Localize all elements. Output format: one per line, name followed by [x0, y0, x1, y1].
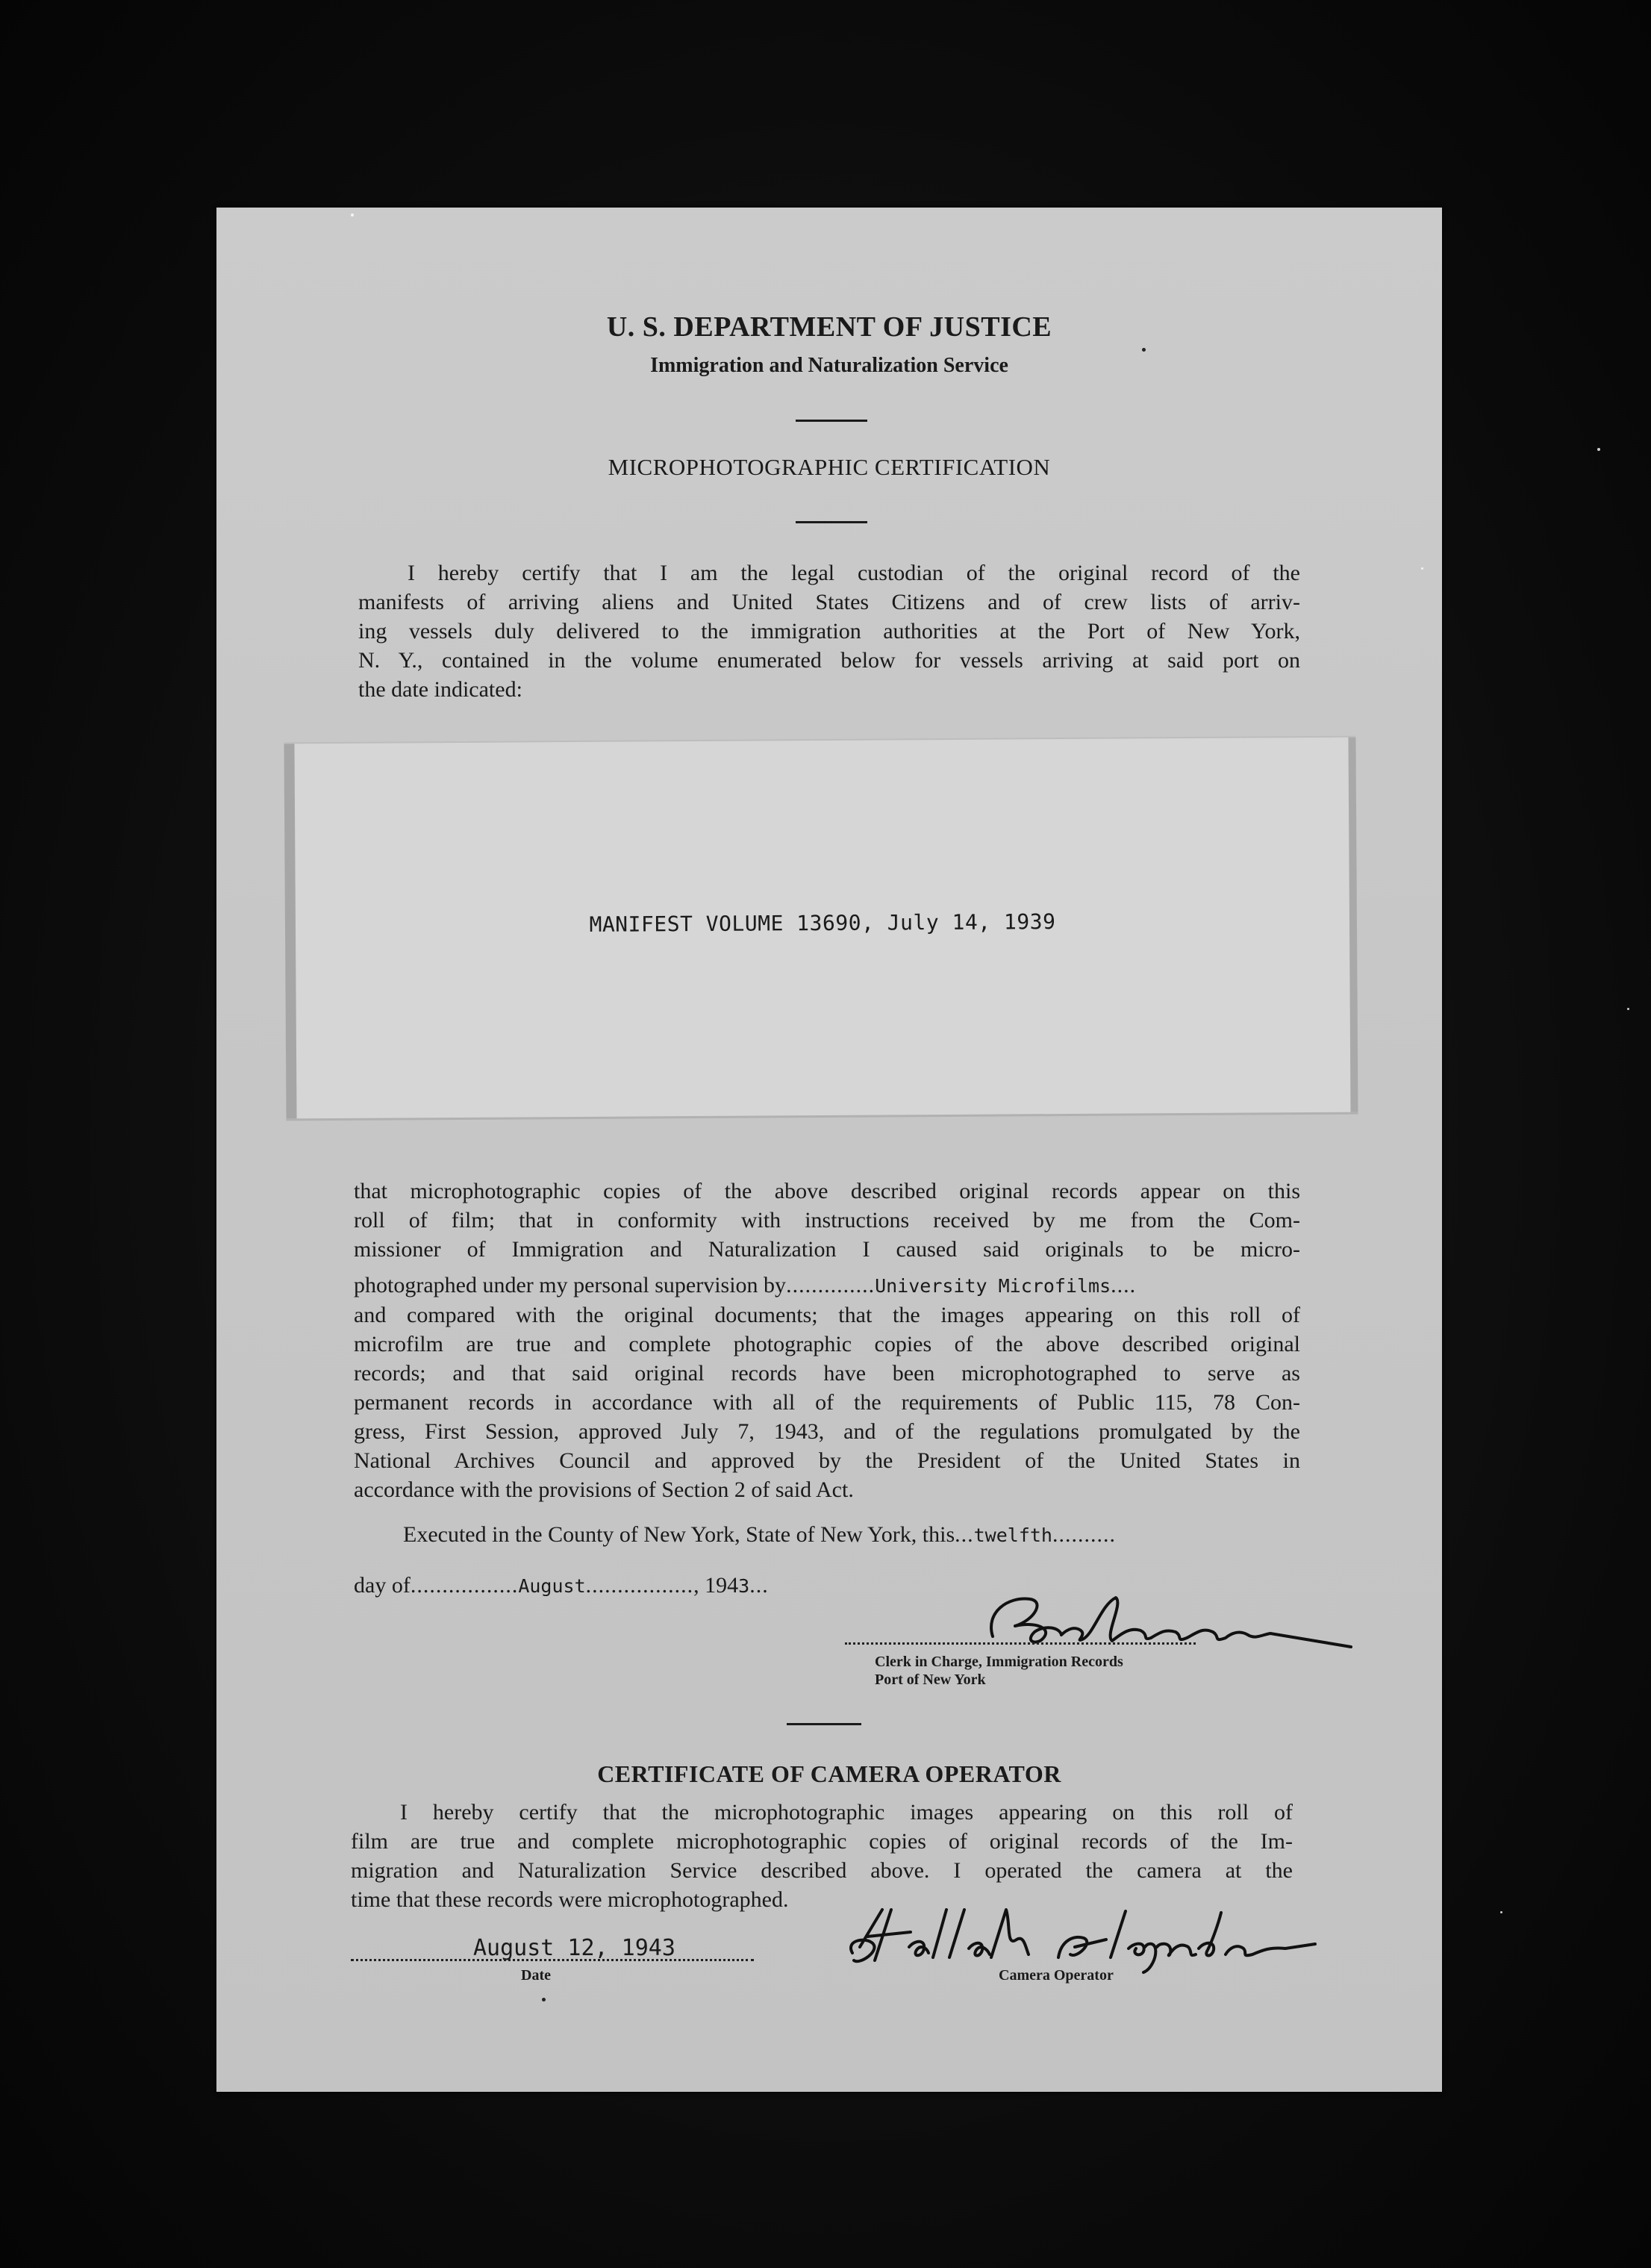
execution-prefix: Executed in the County of New York, State of New York, this [403, 1522, 955, 1547]
body-line: microfilm are true and complete photographic copies of the above described original [354, 1332, 1300, 1356]
film-speck [1627, 1008, 1629, 1010]
execution-day: twelfth [973, 1524, 1052, 1546]
fill-dots: ................. [585, 1573, 694, 1598]
fill-dots: .... [1111, 1273, 1137, 1297]
clerk-port: Port of New York [875, 1672, 986, 1688]
department-title: U. S. DEPARTMENT OF JUSTICE [606, 311, 1052, 343]
camera-line: I hereby certify that the microphotographic images appearing on this roll of [400, 1800, 1293, 1825]
intro-line: I hereby certify that I am the legal custodian of the original record of the [408, 561, 1300, 585]
intro-paragraph [358, 558, 1300, 704]
day-of-line [354, 1571, 769, 1601]
intro-line: the date indicated: [358, 677, 522, 702]
film-speck [351, 214, 354, 216]
title-divider [796, 521, 867, 523]
day-of-label: day of [354, 1573, 411, 1598]
clerk-signature-line [845, 1642, 1196, 1645]
supervisor-name: University Microfilms [875, 1275, 1111, 1297]
body-line: roll of film; that in conformity with instructions received by me from the Com- [354, 1208, 1300, 1233]
fill-dots: ... [749, 1573, 769, 1598]
date-line [351, 1959, 754, 1961]
supervision-line [354, 1271, 1300, 1300]
camera-operator-label: Camera Operator [999, 1967, 1114, 1984]
body-line: that microphotographic copies of the above described original records appear on this [354, 1179, 1300, 1203]
film-speck [1421, 567, 1423, 570]
film-speck [1597, 448, 1600, 451]
camera-operator-signature [837, 1895, 1315, 1977]
service-subtitle: Immigration and Naturalization Service [650, 354, 1008, 377]
camera-date: August 12, 1943 [473, 1935, 675, 1961]
execution-line [403, 1520, 1116, 1550]
section-divider [787, 1723, 861, 1725]
date-label: Date [521, 1967, 551, 1984]
film-speck [1500, 1911, 1502, 1913]
body-line: accordance with the provisions of Section 2 of said Act. [354, 1477, 854, 1502]
speck [542, 1998, 546, 2001]
speck [1142, 348, 1146, 352]
camera-line: time that these records were microphotographed. [351, 1887, 789, 1912]
fill-dots: .......... [1052, 1522, 1116, 1547]
clerk-title: Clerk in Charge, Immigration Records [875, 1654, 1123, 1670]
camera-line: migration and Naturalization Service described above. I operated the camera at the [351, 1858, 1293, 1883]
intro-line: ing vessels duly delivered to the immigration authorities at the Port of New York, [358, 619, 1300, 644]
fill-dots: .............. [786, 1273, 876, 1297]
supervision-prefix: photographed under my personal supervision by [354, 1273, 787, 1297]
execution-month: August [518, 1575, 586, 1597]
fill-dots: ................. [410, 1573, 519, 1598]
manifest-volume-text: MANIFEST VOLUME 13690, July 14, 1939 [589, 909, 1056, 937]
volume-slip [284, 738, 1358, 1119]
camera-certificate-title: CERTIFICATE OF CAMERA OPERATOR [597, 1760, 1061, 1787]
body-line: missioner of Immigration and Naturalization I caused said originals to be micro- [354, 1237, 1300, 1262]
header-divider [796, 420, 867, 422]
body-line: National Archives Council and approved by the President of the United States in [354, 1448, 1300, 1473]
fill-dots: ... [955, 1522, 974, 1547]
body-paragraph [354, 1177, 1300, 1504]
year-prefix: , 194 [693, 1573, 739, 1598]
certification-document [216, 208, 1442, 2092]
certification-title: MICROPHOTOGRAPHIC CERTIFICATION [608, 454, 1051, 480]
year-digit: 3 [738, 1575, 750, 1597]
intro-line: N. Y., contained in the volume enumerated below for vessels arriving at said port on [358, 648, 1300, 673]
intro-line: manifests of arriving aliens and United States Citizens and of crew lists of arriv- [358, 590, 1300, 614]
body-line: gress, First Session, approved July 7, 1943, and of the regulations promulgated by the [354, 1419, 1300, 1444]
camera-line: film are true and complete microphotographic copies of original records of the Im- [351, 1829, 1293, 1854]
body-line: and compared with the original documents; that the images appearing on this roll of [354, 1303, 1300, 1327]
body-line: permanent records in accordance with all of the requirements of Public 115, 78 Con- [354, 1390, 1300, 1415]
body-line: records; and that said original records have been microphotographed to serve as [354, 1361, 1300, 1386]
